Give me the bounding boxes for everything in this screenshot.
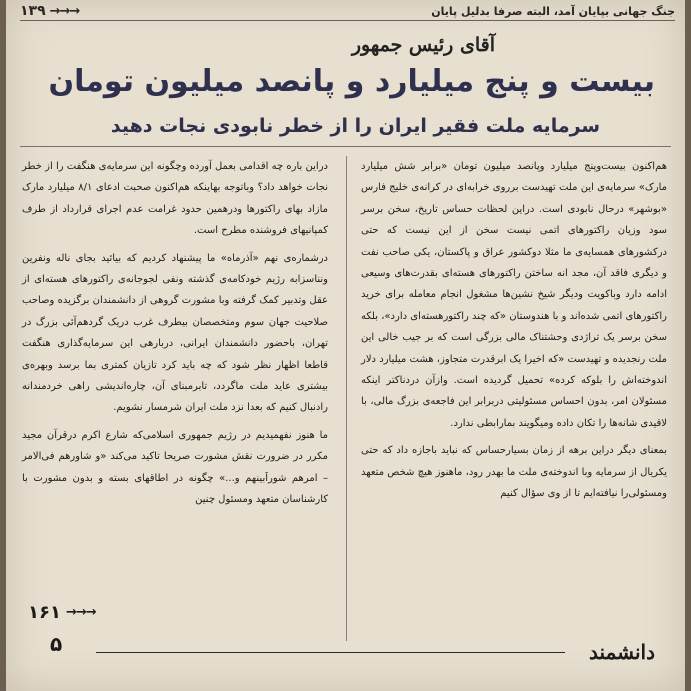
arrow-icon: →→→ <box>65 605 96 620</box>
arrow-icon: →→→ <box>49 3 80 19</box>
article-kicker: آقای رئیس جمهور <box>351 34 495 56</box>
header-page-number <box>20 3 79 19</box>
headline-divider <box>20 146 671 147</box>
footer-rule <box>96 652 565 653</box>
header-page-number-value: ۱۳۹ <box>20 3 46 19</box>
text-column-right <box>361 156 667 511</box>
text-column-left <box>22 156 328 517</box>
column-divider <box>346 156 347 641</box>
magazine-page <box>6 0 685 691</box>
running-title: جنگ جهانی بپایان آمد، البته صرفا بدلیل پایان <box>431 4 675 18</box>
paragraph: دراین باره چه اقدامی بعمل آورده وچگونه این سرمایه‌ی هنگفت را از خطر نجات خواهد داد؟ وباتوجه بهاینکه هم‌اکنون صحبت ادعای ۸/۱ میلیارد مارک مازاد بهای راکتورها ودرهمین حدود غرامت عدم اجرای قرارداد از طرف کمپانیهای فروشنده مطرح است. <box>22 161 328 237</box>
page-digit: ۵ <box>50 632 63 656</box>
article-headline: بیست و پنج میلیارد و پانصد میلیون تومان <box>48 64 655 99</box>
paragraph: درشماره‌ی نهم «آذرماه» ما پیشنهاد کردیم که بیائید بجای ناله ونفرین ونناسزابه رژیم خودکامه‌ی گذشته ونفی لجوجانه‌ی راکتورهای هسته‌ای از عقل وتدبیر کمک گرفته وبا مشورت گروهی از دانشمندان برگزیده وصاحب صلاحیت جهان سوم ومتخصصان بیطرف غرب دریک گردهم‌آئی بزرگ در تهران، باحضور دانشمندان ایرانی، دربارهی این سرمایه‌گذاری هنگفت قاطعا اظهار نظر شود که چه باید کرد تازیان کمتری بما برسد وبهره‌ی بیشتری عاید ملت ماگردد، تابرمبنای آن، چاره‌اندیشی راهی خردمندانه رادنبال کنیم که بعدا نزد ملت ایران شرمسار نشویم. <box>22 252 328 414</box>
running-header <box>20 2 675 21</box>
paragraph: هم‌اکنون بیست‌وپنج میلیارد وپانصد میلیون تومان «برابر شش میلیارد مارک» سرمایه‌ی این ملت تهیدست برروی خرابه‌ای در کرانه‌ی خلیج فارس «بوشهر» درحال نابودی است. دراین لحظات حساس تاریخ، سخن برسر سود وزیان راکتورهای اتمی نیست سخن از این نیست که حتی درکشورهای همسایه‌ی ما مثلا دوکشور عراق و پاکستان، یکی صاحب نفت و دیگری فاقد آن، مجد انه ساختن راکتورهای هسته‌ای بقدرت‌های وسیعی ادامه دارد وباکویت ودیگر شیخ نشین‌ها مشغول انجام معامله برای خرید راکتورهای اتمی شده‌اند و با هندوستان «که چند راکتورهسته‌ای دارد»، بلکه سخن برسر یک تراژدی وحشتناک مالی بزرگی است که بر جیب خالی این ملت رنجدیده و تهیدست «که اخیرا یک ابرقدرت متجاوز، هشت میلیارد دلار اندوخته‌اش را بلوکه کرده» تحمیل گردیده است. وازآن دردناکتر اینکه مسئولان امر، بدون احساس مسئولیتی دربرابر این فاجعه‌ی بزرگ مالی، با لاقیدی شانه‌ها را تکان داده ومیگویند بمارابطی ندارد. <box>361 161 667 429</box>
footer-page-number <box>28 602 96 623</box>
magazine-masthead: دانشمند <box>589 640 655 664</box>
article-subheadline: سرمایه ملت فقیر ایران را از خطر نابودی نجات دهید <box>110 115 601 137</box>
paragraph: ما هنوز نفهمیدیم در رژیم جمهوری اسلامی‌که شارع اکرم درقرآن مجید مکرر در ضرورت نقش مشورت صریحا تاکید می‌کند «و شاورهم فی‌الامر – امرهم شوراَبینهم و...» چگونه در اطاقهای بسته و بدون مشورت با کارشناسان متعهد ومسئول چنین <box>22 429 328 506</box>
paragraph: بمعنای دیگر دراین برهه از زمان بسیارحساس که نباید باجازه داد که حتی یکریال از سرمایه وبا اندوخته‌ی ملت ما بهدر رود، ماهنوز هیچ شخص متعهد ومسئولی‌را نیافته‌ایم تا از وی سؤال کنیم <box>361 445 667 500</box>
footer-page-number-value: ۱۶۱ <box>28 602 61 623</box>
